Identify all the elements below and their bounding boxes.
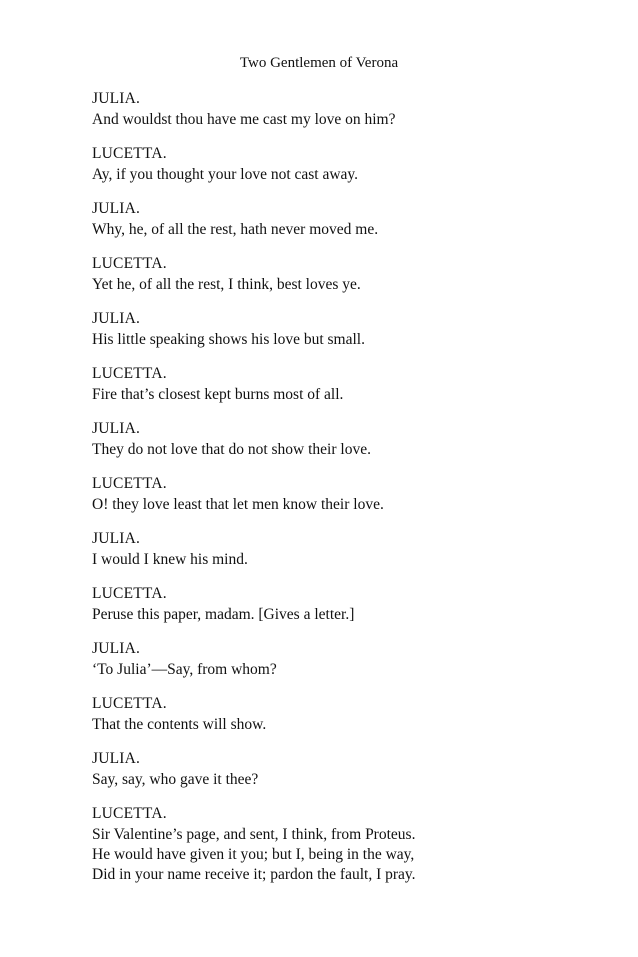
speech [92, 89, 592, 130]
speaker-name: JULIA. [92, 530, 141, 547]
speech [92, 364, 592, 405]
speaker-name: LUCETTA. [92, 145, 167, 162]
speech [92, 474, 592, 515]
speech [92, 804, 592, 885]
speaker-name: LUCETTA. [92, 805, 167, 822]
speech [92, 639, 592, 680]
speech-line: Why, he, of all the rest, hath never moved me. [92, 220, 379, 238]
speech-line: I would I knew his mind. [92, 550, 248, 568]
speech-line: That the contents will show. [92, 715, 267, 733]
speaker-name: LUCETTA. [92, 475, 167, 492]
speech [92, 199, 592, 240]
speech-line: Sir Valentine’s page, and sent, I think, from Proteus. [92, 825, 416, 843]
speech-line: Peruse this paper, madam. [Gives a letter.] [92, 605, 355, 623]
speech-line: ‘To Julia’—Say, from whom? [92, 660, 277, 678]
speaker-name: JULIA. [92, 420, 141, 437]
speaker-name: JULIA. [92, 90, 141, 107]
speech-line: They do not love that do not show their love. [92, 440, 371, 458]
speech-line: Say, say, who gave it thee? [92, 770, 259, 788]
speech [92, 749, 592, 790]
running-title: Two Gentlemen of Verona [239, 55, 399, 71]
speaker-name: LUCETTA. [92, 695, 167, 712]
speaker-name: LUCETTA. [92, 255, 167, 272]
speech-line: Yet he, of all the rest, I think, best loves ye. [92, 275, 361, 293]
speaker-name: JULIA. [92, 310, 141, 327]
speech [92, 694, 592, 735]
speaker-name: LUCETTA. [92, 585, 167, 602]
speech [92, 584, 592, 625]
speaker-name: JULIA. [92, 200, 141, 217]
speech [92, 144, 592, 185]
speaker-name: JULIA. [92, 750, 141, 767]
speech-line: And wouldst thou have me cast my love on him? [92, 110, 396, 128]
speech-line: O! they love least that let men know their love. [92, 495, 384, 513]
dialogue-block [92, 89, 592, 899]
speech [92, 529, 592, 570]
speech [92, 309, 592, 350]
speaker-name: LUCETTA. [92, 365, 167, 382]
speech-line: Fire that’s closest kept burns most of all. [92, 385, 344, 403]
speech-line: He would have given it you; but I, being in the way, [92, 845, 415, 863]
speech [92, 419, 592, 460]
speech-line: Ay, if you thought your love not cast away. [92, 165, 359, 183]
speaker-name: JULIA. [92, 640, 141, 657]
speech [92, 254, 592, 295]
speech-line: Did in your name receive it; pardon the fault, I pray. [92, 865, 416, 883]
speech-line: His little speaking shows his love but small. [92, 330, 365, 348]
